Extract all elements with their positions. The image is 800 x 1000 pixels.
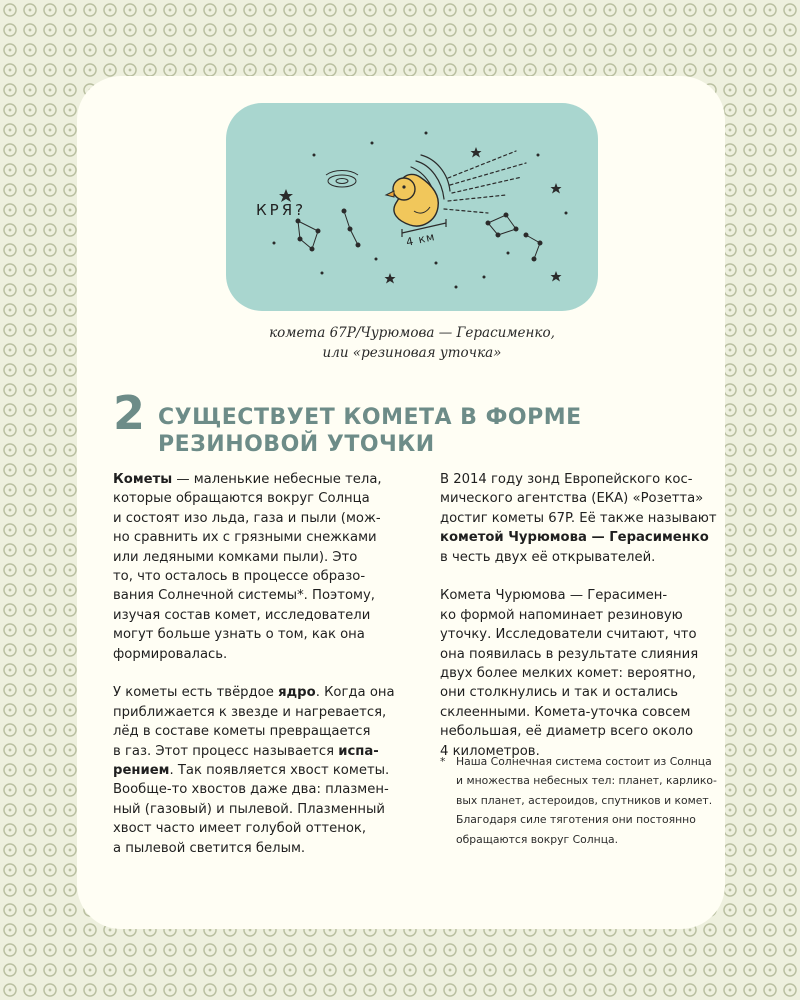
footnote-mark: *	[440, 755, 446, 768]
comet-duck-icon	[386, 174, 438, 226]
left-column	[113, 470, 413, 878]
comet-illustration	[226, 103, 598, 311]
paragraph: Комета Чурюмова — Герасимен- ко формой напоминает резиновую уточку. Исследователи считают, что она появилась в результате слияния двух более мелких комет: вероятно, они столкнулись и так и остались склеенными. Комета-уточка совсем небольшая, её диаметр всего около 4 километров.	[440, 588, 699, 759]
paragraph: Кометы — маленькие небесные тела, которые обращаются вокруг Солнца и состоят изо льда, газа и пыли (мож- но сравнить их с грязными снежками или ледяными комками пыли). Это то, что осталось в процессе образо- вания Солнечной системы*. Поэтому, изучая состав комет, исследователи могут больше узнать о том, как она формировалась.	[113, 472, 382, 662]
section-title: СУЩЕСТВУЕТ КОМЕТА В ФОРМЕ РЕЗИНОВОЙ УТОЧКИ	[158, 405, 582, 457]
illustration-label-quack: КРЯ?	[256, 201, 307, 219]
right-column	[440, 470, 740, 780]
paragraph: В 2014 году зонд Европейского кос- мического агентства (ЕКА) «Розетта» достиг кометы 67P. Её также называют кометой Чурюмова — Герасименко в честь двух её открывателей.	[440, 472, 717, 565]
illustration-label-measure: 4 км	[404, 230, 437, 249]
paragraph: У кометы есть твёрдое ядро. Когда она приближается к звезде и нагревается, лёд в составе кометы превращается в газ. Этот процесс называется испа- рением. Так появляется хвост кометы. Вообще-то хвостов даже два: плазмен- ный (газовый) и пылевой. Плазменный хвост часто имеет голубой оттенок, а пылевой светится белым.	[113, 685, 395, 856]
section-number: 2	[113, 386, 146, 440]
illustration-caption: комета 67P/Чурюмова — Герасименко, или «резиновая уточка»	[269, 325, 555, 361]
galaxy-icon	[326, 171, 358, 188]
